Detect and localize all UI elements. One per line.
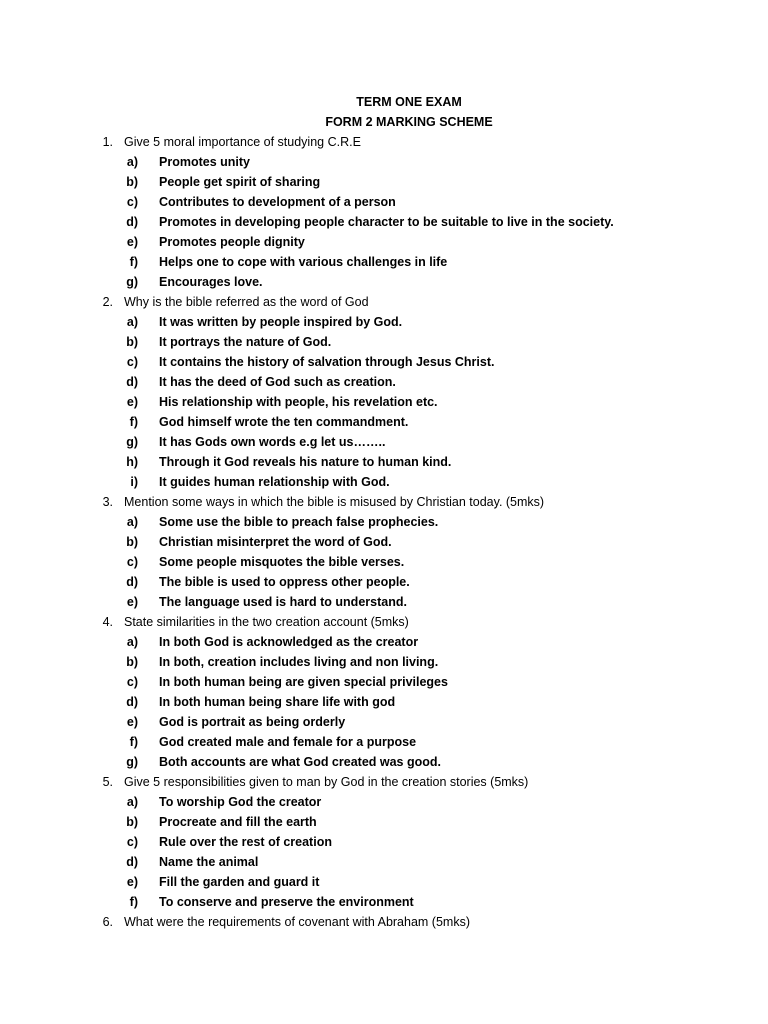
answer-letter: b) [126, 335, 138, 349]
answer-letter: d) [126, 575, 138, 589]
answer-text: Promotes people dignity [159, 235, 305, 249]
answer-item [0, 352, 768, 372]
answer-letter: c) [126, 355, 138, 369]
answer-text: His relationship with people, his revelation etc. [159, 395, 438, 409]
answer-text: Encourages love. [159, 275, 263, 289]
answer-text: In both God is acknowledged as the creator [159, 635, 419, 649]
answer-text: In both human being are given special privileges [159, 675, 448, 689]
answer-text: Some use the bible to preach false prophecies. [159, 515, 439, 529]
answer-item [0, 372, 768, 392]
answer-item [0, 312, 768, 332]
question-item [0, 492, 768, 612]
answer-text: In both human being share life with god [159, 695, 396, 709]
question-number: 1. [102, 135, 113, 149]
answer-text: It contains the history of salvation through Jesus Christ. [159, 355, 495, 369]
answer-letter: f) [129, 415, 138, 429]
question-number: 5. [102, 775, 113, 789]
answer-letter: a) [126, 155, 138, 169]
question-line [0, 292, 768, 312]
question-line [0, 132, 768, 152]
answer-letter: d) [126, 695, 138, 709]
answer-letter: i) [130, 475, 138, 489]
answer-item [0, 732, 768, 752]
answer-letter: g) [126, 275, 138, 289]
answer-item [0, 532, 768, 552]
answer-item [0, 432, 768, 452]
answer-list [0, 152, 768, 292]
question-item [0, 772, 768, 912]
answer-item [0, 392, 768, 412]
answer-text: Helps one to cope with various challenges in life [159, 255, 448, 269]
answer-letter: e) [126, 595, 138, 609]
answer-letter: e) [126, 715, 138, 729]
answer-letter: d) [126, 375, 138, 389]
answer-item [0, 332, 768, 352]
answer-item [0, 152, 768, 172]
answer-text: Some people misquotes the bible verses. [159, 555, 405, 569]
answer-text: Name the animal [159, 855, 259, 869]
answer-text: Christian misinterpret the word of God. [159, 535, 392, 549]
answer-letter: e) [126, 235, 138, 249]
answer-letter: c) [126, 675, 138, 689]
answer-list [0, 632, 768, 772]
answer-letter: f) [129, 895, 138, 909]
question-line [0, 612, 768, 632]
answer-text: Procreate and fill the earth [159, 815, 317, 829]
answer-letter: c) [126, 835, 138, 849]
answer-letter: a) [126, 315, 138, 329]
answer-item [0, 512, 768, 532]
answer-letter: b) [126, 815, 138, 829]
question-item [0, 292, 768, 492]
answer-item [0, 792, 768, 812]
answer-item [0, 232, 768, 252]
question-number: 6. [102, 915, 113, 929]
answer-list [0, 312, 768, 492]
answer-item [0, 592, 768, 612]
answer-text: Both accounts are what God created was good. [159, 755, 441, 769]
question-text: Give 5 moral importance of studying C.R.E [124, 135, 361, 149]
answer-item [0, 412, 768, 432]
answer-letter: b) [126, 655, 138, 669]
answer-item [0, 712, 768, 732]
answer-letter: g) [126, 755, 138, 769]
answer-text: Fill the garden and guard it [159, 875, 320, 889]
answer-letter: d) [126, 855, 138, 869]
answer-letter: c) [126, 555, 138, 569]
answer-letter: b) [126, 175, 138, 189]
answer-text: Contributes to development of a person [159, 195, 396, 209]
question-text: State similarities in the two creation account (5mks) [124, 615, 409, 629]
answer-text: People get spirit of sharing [159, 175, 321, 189]
answer-letter: e) [126, 875, 138, 889]
answer-letter: f) [129, 255, 138, 269]
question-text: Give 5 responsibilities given to man by God in the creation stories (5mks) [124, 775, 529, 789]
answer-item [0, 672, 768, 692]
answer-item [0, 872, 768, 892]
answer-text: It guides human relationship with God. [159, 475, 390, 489]
question-item [0, 612, 768, 772]
question-list [0, 132, 768, 932]
answer-text: Rule over the rest of creation [159, 835, 332, 849]
answer-item [0, 632, 768, 652]
answer-letter: g) [126, 435, 138, 449]
document-title: TERM ONE EXAM [356, 95, 462, 109]
answer-text: God created male and female for a purpose [159, 735, 417, 749]
answer-text: To conserve and preserve the environment [159, 895, 414, 909]
answer-item [0, 652, 768, 672]
answer-letter: f) [129, 735, 138, 749]
answer-item [0, 752, 768, 772]
answer-text: In both, creation includes living and non living. [159, 655, 439, 669]
answer-letter: a) [126, 635, 138, 649]
answer-text: God himself wrote the ten commandment. [159, 415, 409, 429]
answer-item [0, 452, 768, 472]
answer-item [0, 272, 768, 292]
question-text: What were the requirements of covenant with Abraham (5mks) [124, 915, 470, 929]
answer-letter: e) [126, 395, 138, 409]
answer-letter: h) [126, 455, 138, 469]
question-number: 4. [102, 615, 113, 629]
answer-text: Promotes unity [159, 155, 250, 169]
answer-text: It portrays the nature of God. [159, 335, 332, 349]
answer-letter: c) [126, 195, 138, 209]
answer-letter: d) [126, 215, 138, 229]
question-number: 2. [102, 295, 113, 309]
answer-item [0, 692, 768, 712]
answer-list [0, 792, 768, 912]
question-line [0, 912, 768, 932]
answer-list [0, 512, 768, 612]
question-number: 3. [102, 495, 113, 509]
answer-text: It has the deed of God such as creation. [159, 375, 396, 389]
answer-letter: a) [126, 515, 138, 529]
answer-item [0, 812, 768, 832]
answer-text: The language used is hard to understand. [159, 595, 407, 609]
answer-item [0, 892, 768, 912]
answer-text: To worship God the creator [159, 795, 322, 809]
document-subtitle: FORM 2 MARKING SCHEME [325, 115, 493, 129]
answer-item [0, 832, 768, 852]
question-text: Mention some ways in which the bible is misused by Christian today. (5mks) [124, 495, 545, 509]
answer-text: Through it God reveals his nature to human kind. [159, 455, 452, 469]
answer-item [0, 852, 768, 872]
answer-letter: a) [126, 795, 138, 809]
answer-text: It was written by people inspired by God. [159, 315, 403, 329]
answer-text: It has Gods own words e.g let us…….. [159, 435, 386, 449]
answer-item [0, 252, 768, 272]
answer-item [0, 212, 768, 232]
question-line [0, 492, 768, 512]
answer-item [0, 552, 768, 572]
answer-text: God is portrait as being orderly [159, 715, 346, 729]
answer-item [0, 192, 768, 212]
question-item [0, 132, 768, 292]
answer-text: The bible is used to oppress other people. [159, 575, 410, 589]
answer-item [0, 572, 768, 592]
question-text: Why is the bible referred as the word of God [124, 295, 369, 309]
question-item [0, 912, 768, 932]
answer-letter: b) [126, 535, 138, 549]
answer-item [0, 472, 768, 492]
answer-text: Promotes in developing people character to be suitable to live in the society. [159, 215, 614, 229]
question-line [0, 772, 768, 792]
answer-item [0, 172, 768, 192]
